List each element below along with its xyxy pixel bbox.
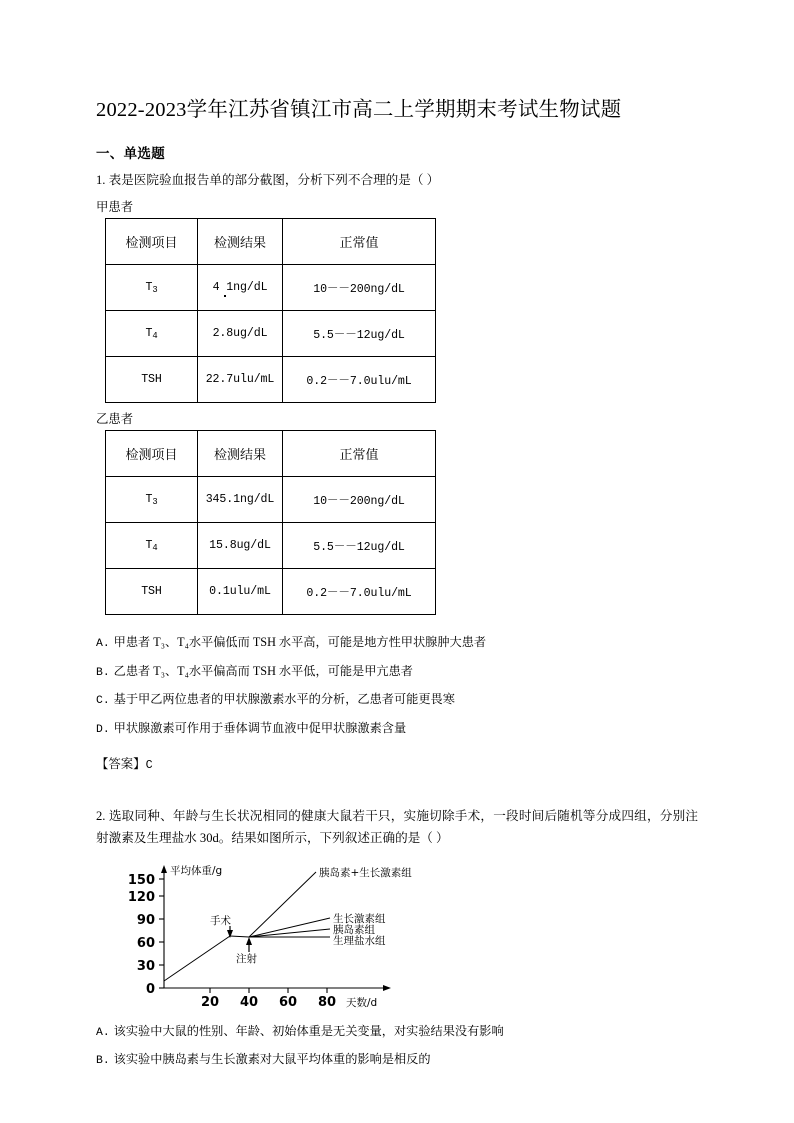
legend-saline: 生理盐水组 bbox=[333, 934, 386, 947]
annotation-surgery-label: 手术 bbox=[210, 914, 231, 927]
column-header-normal: 正常值 bbox=[283, 219, 436, 265]
patient-a-table bbox=[105, 218, 436, 403]
x-axis-label: 天数/d bbox=[346, 996, 378, 1009]
question-1-option-b bbox=[96, 658, 698, 687]
series-plateau bbox=[230, 936, 249, 937]
cell-normal: 0.2－－7.0ulu/mL bbox=[283, 569, 436, 615]
question-2-option-b bbox=[96, 1046, 698, 1075]
x-axis-ticks bbox=[210, 988, 327, 993]
question-2-option-a bbox=[96, 1018, 698, 1047]
table-header-row bbox=[106, 431, 436, 477]
table-row bbox=[106, 477, 436, 523]
cell-normal: 10－－200ng/dL bbox=[283, 265, 436, 311]
table-b-caption: 乙患者 bbox=[96, 412, 134, 427]
cell-result: 15.8ug/dL bbox=[198, 523, 283, 569]
page-title: 2022-2023学年江苏省镇江市高二上学期期末考试生物试题 bbox=[96, 99, 622, 121]
column-header-normal: 正常值 bbox=[283, 431, 436, 477]
up-arrow-icon bbox=[246, 937, 252, 945]
x-tick-60: 60 bbox=[278, 994, 298, 1010]
x-axis-tick-labels bbox=[201, 995, 336, 1010]
question-1-option-c bbox=[96, 686, 698, 715]
y-axis-label: 平均体重/g bbox=[170, 864, 223, 877]
subscript: 4 bbox=[152, 542, 158, 553]
option-text: 该实验中胰岛素与生长激素对大鼠平均体重的影响是相反的 bbox=[113, 1052, 431, 1067]
x-tick-40: 40 bbox=[239, 994, 259, 1010]
option-text: 乙患者 T₃、T₄水平偏高而 TSH 水平低，可能是甲亢患者 bbox=[113, 663, 413, 678]
option-key: B. bbox=[96, 1055, 110, 1068]
y-tick-150: 150 bbox=[127, 872, 155, 888]
subscript: 3 bbox=[152, 284, 158, 295]
table-header-row bbox=[106, 219, 436, 265]
cell-result: 4 1ng/dL bbox=[198, 265, 283, 311]
column-header-result: 检测结果 bbox=[198, 431, 283, 477]
option-text: 该实验中大鼠的性别、年龄、初始体重是无关变量，对实验结果没有影响 bbox=[113, 1023, 504, 1038]
cell-normal: 0.2－－7.0ulu/mL bbox=[283, 357, 436, 403]
y-axis-tick-labels bbox=[128, 873, 155, 997]
down-arrow-icon bbox=[227, 930, 233, 938]
patient-b-table bbox=[105, 430, 436, 615]
question-1-stem: 1. 表是医院验血报告单的部分截图，分析下列不合理的是（ ） bbox=[96, 172, 440, 187]
subscript: 4 bbox=[152, 330, 158, 341]
cell-item: $T_3$ bbox=[106, 265, 198, 311]
table-row bbox=[106, 311, 436, 357]
cell-item: TSH bbox=[106, 569, 198, 615]
answer-value: C bbox=[145, 758, 153, 772]
option-key: B. bbox=[96, 666, 110, 679]
option-key: D. bbox=[96, 724, 110, 737]
column-header-result: 检测结果 bbox=[198, 219, 283, 265]
option-text: 甲患者 T₃、T₄水平偏低而 TSH 水平高，可能是地方性甲状腺肿大患者 bbox=[113, 635, 487, 650]
cell-item: $T_4$ bbox=[106, 523, 198, 569]
section-heading: 一、单选题 bbox=[96, 145, 165, 162]
option-text: 甲状腺激素可作用于垂体调节血液中促甲状腺激素含量 bbox=[113, 721, 407, 736]
cell-normal: 10－－200ng/dL bbox=[283, 477, 436, 523]
option-key: A. bbox=[96, 638, 110, 651]
option-key: C. bbox=[96, 695, 110, 708]
y-tick-0: 0 bbox=[145, 981, 155, 997]
series-growth-hormone bbox=[249, 918, 330, 937]
y-tick-60: 60 bbox=[136, 935, 155, 951]
question-1-option-a bbox=[96, 629, 698, 658]
table-a-caption: 甲患者 bbox=[96, 200, 134, 215]
x-tick-20: 20 bbox=[200, 994, 220, 1010]
table-row bbox=[106, 265, 436, 311]
y-axis-ticks bbox=[159, 879, 164, 988]
annotation-injection-label: 注射 bbox=[236, 952, 257, 965]
cell-normal: 5.5－－12ug/dL bbox=[283, 523, 436, 569]
question-1-option-d bbox=[96, 715, 698, 744]
column-header-item: 检测项目 bbox=[106, 431, 198, 477]
series-insulin-plus-growth-hormone bbox=[249, 872, 316, 937]
y-tick-30: 30 bbox=[136, 958, 155, 974]
cell-result: 0.1ulu/mL bbox=[198, 569, 283, 615]
legend-insulin-plus-growth-hormone: 胰岛素+生长激素组 bbox=[319, 866, 412, 879]
cell-result: 345.1ng/dL bbox=[198, 477, 283, 523]
cell-item: $T_4$ bbox=[106, 311, 198, 357]
question-1-answer bbox=[96, 754, 698, 772]
cell-item: TSH bbox=[106, 357, 198, 403]
annotation-injection bbox=[236, 937, 257, 965]
question-2-figure bbox=[118, 860, 448, 1010]
average-weight-line-chart bbox=[118, 860, 418, 1010]
table-row bbox=[106, 569, 436, 615]
annotation-surgery bbox=[210, 914, 233, 938]
question-2-stem: 2. 选取同种、年龄与生长状况相同的健康大鼠若干只，实施切除手术，一段时间后随机等分成四组，分别注射激素及生理盐水 30d。结果如图所示，下列叙述正确的是（ ） bbox=[96, 808, 698, 846]
subscript: 3 bbox=[152, 496, 158, 507]
cell-result: 2.8ug/dL bbox=[198, 311, 283, 357]
column-header-item: 检测项目 bbox=[106, 219, 198, 265]
x-tick-80: 80 bbox=[317, 994, 337, 1010]
cell-normal: 5.5－－12ug/dL bbox=[283, 311, 436, 357]
table-row bbox=[106, 523, 436, 569]
option-text: 基于甲乙两位患者的甲状腺激素水平的分析，乙患者可能更畏寒 bbox=[113, 692, 455, 707]
y-tick-120: 120 bbox=[127, 889, 155, 905]
cell-result: 22.7ulu/mL bbox=[198, 357, 283, 403]
legend-growth-hormone: 生长激素组 bbox=[333, 912, 386, 925]
stray-dot-mark bbox=[224, 295, 226, 297]
answer-label: 【答案】 bbox=[96, 756, 146, 771]
series-insulin bbox=[249, 929, 330, 937]
cell-item: $T_3$ bbox=[106, 477, 198, 523]
legend-insulin: 胰岛素组 bbox=[333, 923, 375, 936]
y-tick-90: 90 bbox=[136, 912, 155, 928]
table-row bbox=[106, 357, 436, 403]
series-baseline-growth bbox=[164, 936, 230, 981]
spacer bbox=[96, 772, 698, 798]
option-key: A. bbox=[96, 1026, 110, 1039]
